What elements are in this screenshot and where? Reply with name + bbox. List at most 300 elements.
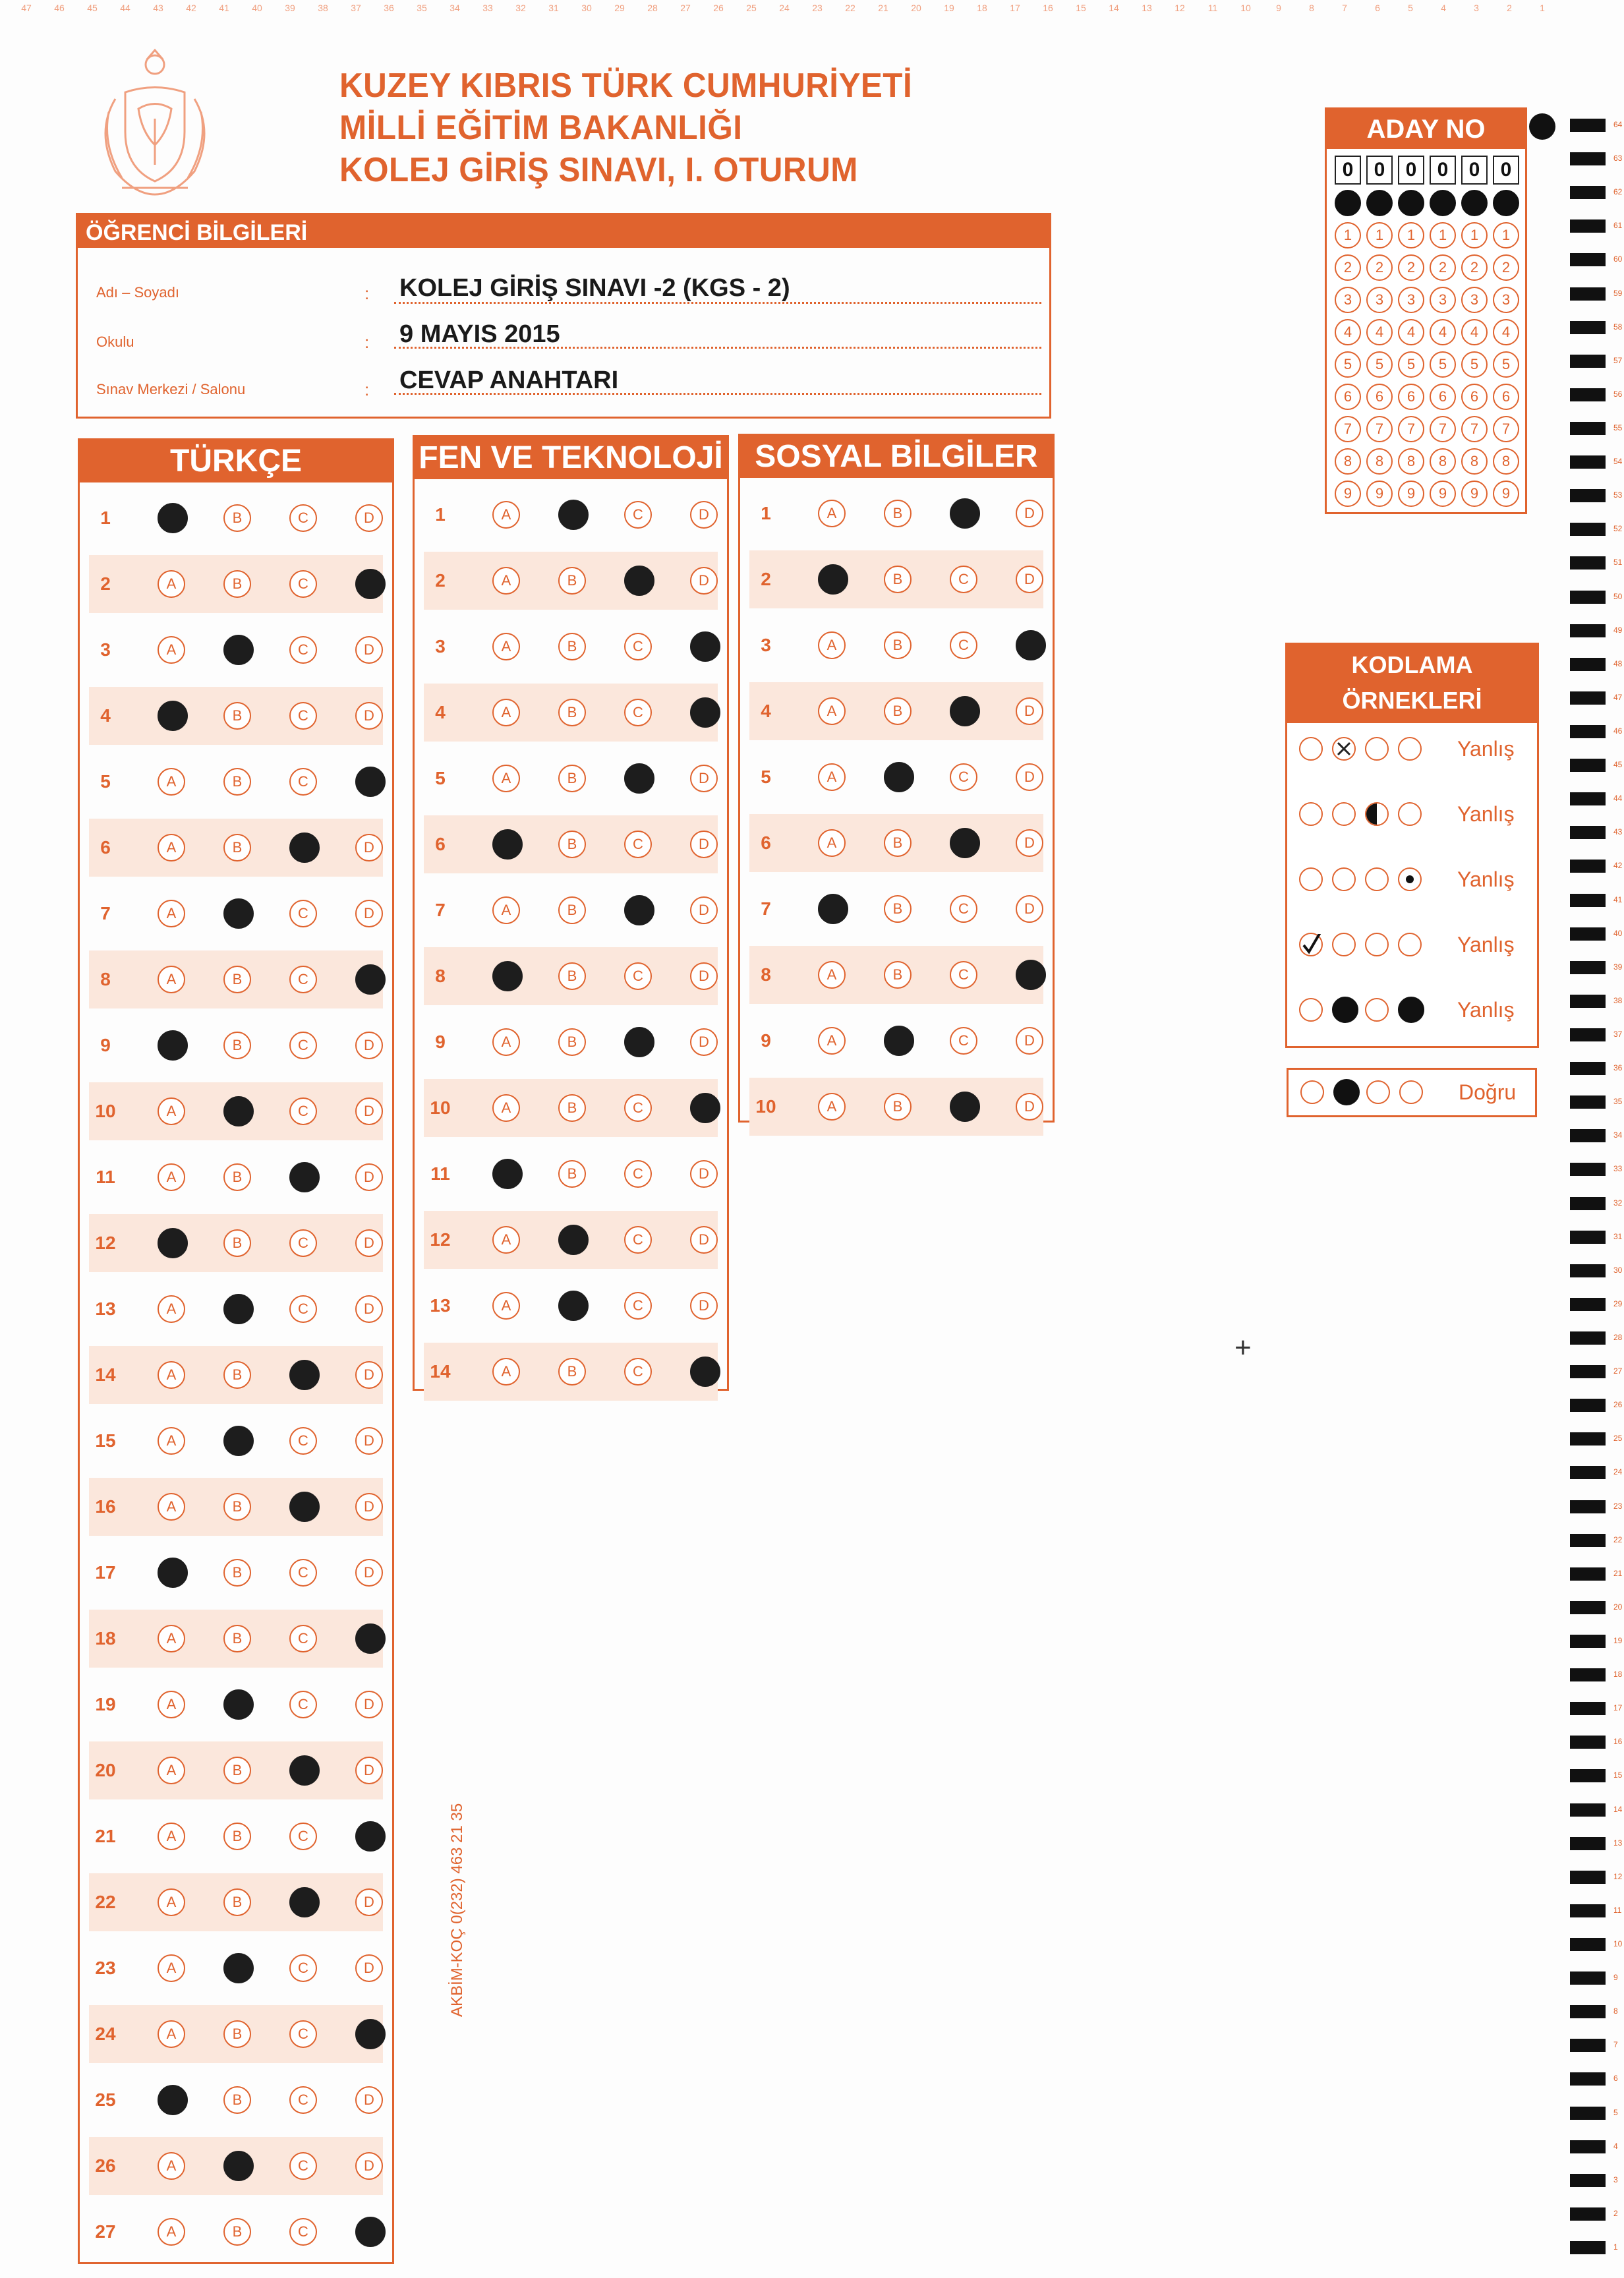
answer-bubble-c[interactable] (289, 1492, 320, 1522)
answer-bubble-d[interactable]: D (1016, 697, 1043, 725)
answer-bubble-a[interactable]: A (492, 501, 520, 529)
candidate-digit-bubble[interactable]: 9 (1493, 481, 1519, 507)
answer-bubble-d[interactable]: D (355, 1691, 383, 1718)
question-number: 7 (435, 900, 446, 920)
answer-bubble-a[interactable]: A (158, 1361, 185, 1389)
answer-bubble-c[interactable] (624, 895, 654, 925)
candidate-digit-bubble[interactable]: 7 (1335, 416, 1361, 442)
answer-bubble-b[interactable]: B (558, 896, 586, 924)
candidate-digit-bubble[interactable]: 6 (1398, 384, 1424, 410)
candidate-digit-bubble[interactable]: 9 (1335, 481, 1361, 507)
answer-bubble-c[interactable] (289, 1887, 320, 1917)
answer-bubble-c[interactable]: C (289, 2020, 317, 2048)
timing-mark (1570, 658, 1606, 671)
answer-bubble-a[interactable]: A (158, 1427, 185, 1455)
answer-row (740, 481, 1053, 546)
answer-bubble-a[interactable] (818, 894, 848, 924)
answer-bubble-a[interactable]: A (818, 500, 846, 527)
answer-bubble-c[interactable] (289, 1360, 320, 1390)
answer-bubble-a[interactable]: A (158, 1163, 185, 1191)
answer-bubble-b[interactable] (223, 1294, 254, 1324)
candidate-digit-bubble[interactable]: 7 (1493, 416, 1519, 442)
candidate-digit-bubble[interactable]: 1 (1493, 222, 1519, 248)
answer-bubble-d[interactable]: D (690, 1160, 718, 1188)
answer-bubble-c[interactable]: C (624, 633, 652, 660)
candidate-digit-bubble[interactable]: 1 (1430, 222, 1456, 248)
answer-bubble-a[interactable]: A (818, 697, 846, 725)
ruler-tick: 37 (351, 3, 361, 13)
candidate-digit-bubble[interactable]: 6 (1493, 384, 1519, 410)
answer-bubble-c[interactable]: C (624, 501, 652, 529)
answer-bubble-c[interactable]: C (289, 2218, 317, 2246)
answer-bubble-d[interactable]: D (355, 1032, 383, 1059)
candidate-digit-box[interactable]: 0 (1461, 156, 1488, 185)
answer-bubble-a[interactable]: A (492, 699, 520, 726)
answer-row (740, 744, 1053, 810)
answer-bubble-a[interactable]: A (158, 636, 185, 664)
candidate-digit-box[interactable]: 0 (1366, 156, 1393, 185)
answer-bubble-d[interactable]: D (690, 1028, 718, 1056)
candidate-digit-bubble[interactable]: 5 (1398, 351, 1424, 378)
answer-bubble-a[interactable] (158, 1030, 188, 1061)
answer-bubble-d[interactable] (690, 1357, 720, 1387)
answer-bubble-d[interactable]: D (690, 765, 718, 792)
answer-bubble-c[interactable]: C (624, 1226, 652, 1254)
candidate-digit-box[interactable]: 0 (1398, 156, 1424, 185)
answer-bubble-b[interactable]: B (223, 834, 251, 862)
answer-bubble-a[interactable] (158, 2085, 188, 2115)
candidate-digit-bubble[interactable]: 7 (1430, 416, 1456, 442)
answer-bubble-c[interactable]: C (289, 636, 317, 664)
answer-bubble-d[interactable]: D (355, 2086, 383, 2114)
answer-bubble-b[interactable]: B (558, 1094, 586, 1122)
answer-bubble-d[interactable]: D (1016, 1093, 1043, 1121)
answer-bubble-d[interactable]: D (355, 1888, 383, 1916)
answer-bubble-d[interactable]: D (355, 1757, 383, 1784)
candidate-digit-box[interactable]: 0 (1493, 156, 1519, 185)
candidate-digit-bubble[interactable]: 6 (1461, 384, 1488, 410)
candidate-digit-bubble[interactable]: 8 (1366, 448, 1393, 475)
answer-bubble-d[interactable] (355, 2217, 386, 2247)
answer-bubble-b[interactable] (558, 1225, 589, 1255)
answer-bubble-a[interactable] (158, 701, 188, 731)
answer-bubble-b[interactable]: B (223, 1823, 251, 1850)
answer-bubble-d[interactable]: D (1016, 895, 1043, 923)
answer-bubble-a[interactable]: A (158, 1888, 185, 1916)
answer-bubble-c[interactable]: C (289, 570, 317, 598)
candidate-digit-bubble[interactable]: 3 (1398, 287, 1424, 313)
answer-bubble-d[interactable]: D (355, 1559, 383, 1587)
answer-bubble-a[interactable]: A (158, 2152, 185, 2180)
answer-bubble-c[interactable] (624, 763, 654, 794)
answer-bubble-a[interactable]: A (818, 1027, 846, 1055)
answer-bubble-b[interactable] (884, 762, 914, 792)
coding-bubble (1398, 933, 1422, 956)
answer-bubble-d[interactable] (355, 2019, 386, 2049)
answer-bubble-c[interactable]: C (289, 1691, 317, 1718)
candidate-digit-bubble[interactable]: 2 (1493, 254, 1519, 281)
answer-bubble-d[interactable]: D (690, 1226, 718, 1254)
answer-bubble-b[interactable]: B (558, 633, 586, 660)
candidate-digit-bubble[interactable]: 2 (1366, 254, 1393, 281)
answer-bubble-b[interactable]: B (223, 570, 251, 598)
answer-bubble-d[interactable]: D (355, 900, 383, 927)
candidate-digit-bubble[interactable]: 1 (1461, 222, 1488, 248)
answer-bubble-a[interactable]: A (818, 1093, 846, 1121)
candidate-digit-bubble[interactable]: 8 (1398, 448, 1424, 475)
answer-bubble-d[interactable] (355, 767, 386, 797)
answer-bubble-c[interactable]: C (289, 2152, 317, 2180)
answer-bubble-d[interactable] (355, 1623, 386, 1654)
answer-bubble-d[interactable]: D (1016, 500, 1043, 527)
answer-bubble-b[interactable] (558, 500, 589, 530)
answer-bubble-a[interactable]: A (158, 1954, 185, 1982)
candidate-digit-bubble[interactable]: 9 (1430, 481, 1456, 507)
answer-bubble-b[interactable] (223, 1426, 254, 1456)
answer-bubble-d[interactable]: D (355, 1361, 383, 1389)
answer-bubble-a[interactable]: A (158, 2218, 185, 2246)
answer-bubble-b[interactable]: B (884, 961, 912, 989)
answer-bubble-c[interactable]: C (950, 631, 977, 659)
candidate-digit-bubble[interactable]: 4 (1366, 319, 1393, 345)
candidate-digit-bubble[interactable]: 3 (1430, 287, 1456, 313)
answer-bubble-c[interactable]: C (624, 1358, 652, 1386)
answer-bubble-d[interactable] (690, 1093, 720, 1123)
answer-bubble-b[interactable]: B (223, 768, 251, 796)
answer-bubble-c[interactable] (624, 1027, 654, 1057)
answer-bubble-d[interactable]: D (690, 831, 718, 858)
answer-bubble-c[interactable]: C (289, 1823, 317, 1850)
answer-bubble-d[interactable]: D (355, 1097, 383, 1125)
answer-bubble-a[interactable]: A (158, 900, 185, 927)
coding-bubble (1365, 737, 1389, 761)
answer-bubble-a[interactable] (158, 1558, 188, 1588)
answer-bubble-c[interactable]: C (950, 566, 977, 593)
answer-bubble-c[interactable]: C (624, 962, 652, 990)
candidate-digit-bubble[interactable]: 2 (1335, 254, 1361, 281)
answer-bubble-a[interactable]: A (492, 1226, 520, 1254)
answer-bubble-b[interactable]: B (223, 1163, 251, 1191)
answer-bubble-b[interactable]: B (223, 702, 251, 730)
candidate-digit-bubble[interactable]: 5 (1493, 351, 1519, 378)
answer-bubble-c[interactable]: C (624, 1292, 652, 1320)
candidate-digit-bubble[interactable]: 3 (1335, 287, 1361, 313)
answer-bubble-d[interactable]: D (1016, 566, 1043, 593)
candidate-digit-bubble[interactable]: 6 (1430, 384, 1456, 410)
candidate-digit-bubble[interactable]: 8 (1461, 448, 1488, 475)
answer-bubble-d[interactable]: D (690, 962, 718, 990)
answer-bubble-a[interactable]: A (158, 1625, 185, 1652)
answer-bubble-b[interactable]: B (223, 2020, 251, 2048)
answer-bubble-b[interactable]: B (558, 1160, 586, 1188)
answer-bubble-d[interactable]: D (1016, 1027, 1043, 1055)
answer-bubble-c[interactable] (289, 1755, 320, 1786)
candidate-digit-bubble[interactable]: 8 (1493, 448, 1519, 475)
answer-bubble-b[interactable]: B (223, 1361, 251, 1389)
answer-bubble-d[interactable]: D (690, 567, 718, 595)
answer-row (415, 482, 727, 548)
answer-bubble-b[interactable]: B (558, 567, 586, 595)
candidate-digit-bubble[interactable]: 3 (1461, 287, 1488, 313)
question-number: 15 (95, 1430, 116, 1451)
answer-bubble-c[interactable] (950, 1092, 980, 1122)
answer-bubble-a[interactable]: A (492, 1358, 520, 1386)
answer-row (740, 876, 1053, 942)
answer-bubble-c[interactable]: C (624, 1160, 652, 1188)
candidate-digit-bubble[interactable]: 4 (1335, 319, 1361, 345)
answer-bubble-d[interactable]: D (355, 1493, 383, 1521)
candidate-digit-bubble[interactable]: 5 (1335, 351, 1361, 378)
answer-bubble-a[interactable] (818, 564, 848, 595)
answer-bubble-a[interactable]: A (158, 1823, 185, 1850)
answer-bubble-a[interactable]: A (492, 1028, 520, 1056)
timing-number: 25 (1613, 1434, 1623, 1444)
answer-bubble-d[interactable]: D (355, 504, 383, 532)
answer-bubble-c[interactable]: C (950, 961, 977, 989)
answer-bubble-c[interactable]: C (289, 1032, 317, 1059)
candidate-digit-box[interactable]: 0 (1430, 156, 1456, 185)
timing-number: 35 (1613, 1097, 1623, 1107)
answer-bubble-a[interactable] (492, 1159, 523, 1189)
answer-bubble-b[interactable] (223, 2151, 254, 2181)
answer-bubble-b[interactable]: B (558, 1028, 586, 1056)
answer-bubble-c[interactable]: C (624, 1094, 652, 1122)
answer-bubble-a[interactable] (158, 1228, 188, 1258)
answer-bubble-b[interactable] (558, 1291, 589, 1321)
answer-bubble-b[interactable] (223, 1689, 254, 1720)
candidate-digit-bubble[interactable]: 2 (1430, 254, 1456, 281)
answer-bubble-b[interactable]: B (223, 1032, 251, 1059)
answer-bubble-b[interactable] (223, 1953, 254, 1983)
candidate-digit-bubble[interactable]: 7 (1398, 416, 1424, 442)
answer-bubble-d[interactable] (690, 631, 720, 662)
candidate-digit-bubble[interactable]: 4 (1398, 319, 1424, 345)
answer-bubble-d[interactable]: D (355, 834, 383, 862)
answer-bubble-b[interactable]: B (223, 2086, 251, 2114)
candidate-digit-bubble[interactable]: 4 (1493, 319, 1519, 345)
answer-bubble-a[interactable]: A (158, 1691, 185, 1718)
answer-bubble-c[interactable]: C (289, 504, 317, 532)
answer-bubble-a[interactable]: A (818, 961, 846, 989)
answer-bubble-a[interactable]: A (818, 763, 846, 791)
candidate-digit-bubble[interactable]: 7 (1461, 416, 1488, 442)
answer-bubble-b[interactable]: B (884, 631, 912, 659)
candidate-digit-bubble[interactable] (1366, 190, 1393, 216)
answer-bubble-b[interactable]: B (223, 1229, 251, 1257)
answer-bubble-d[interactable]: D (355, 1427, 383, 1455)
answer-bubble-a[interactable] (492, 829, 523, 860)
candidate-digit-bubble[interactable]: 3 (1493, 287, 1519, 313)
answer-bubble-a[interactable] (492, 961, 523, 991)
answer-bubble-d[interactable]: D (355, 702, 383, 730)
answer-bubble-b[interactable]: B (884, 566, 912, 593)
answer-bubble-c[interactable]: C (950, 1027, 977, 1055)
answer-bubble-c[interactable]: C (289, 1097, 317, 1125)
question-number: 3 (100, 639, 111, 660)
answer-bubble-d[interactable]: D (355, 1229, 383, 1257)
candidate-digit-bubble[interactable]: 9 (1366, 481, 1393, 507)
answer-bubble-a[interactable]: A (492, 633, 520, 660)
answer-bubble-c[interactable]: C (950, 763, 977, 791)
answer-bubble-b[interactable]: B (223, 1757, 251, 1784)
answer-bubble-c[interactable] (289, 1162, 320, 1192)
candidate-digit-bubble[interactable]: 4 (1430, 319, 1456, 345)
answer-bubble-a[interactable]: A (818, 829, 846, 857)
answer-bubble-a[interactable]: A (492, 1094, 520, 1122)
answer-bubble-c[interactable] (289, 832, 320, 863)
answer-bubble-d[interactable] (1016, 960, 1046, 990)
timing-number: 61 (1613, 221, 1623, 231)
answer-bubble-a[interactable]: A (158, 2020, 185, 2048)
answer-bubble-a[interactable]: A (158, 1757, 185, 1784)
answer-bubble-a[interactable]: A (492, 896, 520, 924)
answer-bubble-b[interactable]: B (223, 1493, 251, 1521)
answer-bubble-c[interactable]: C (289, 1229, 317, 1257)
answer-bubble-a[interactable]: A (492, 765, 520, 792)
candidate-digit-bubble[interactable]: 5 (1461, 351, 1488, 378)
answer-bubble-b[interactable]: B (223, 1559, 251, 1587)
answer-bubble-d[interactable]: D (355, 2152, 383, 2180)
answer-bubble-d[interactable] (355, 569, 386, 599)
answer-bubble-d[interactable]: D (355, 1295, 383, 1323)
candidate-digit-bubble[interactable]: 1 (1398, 222, 1424, 248)
answer-row (740, 612, 1053, 678)
info-value[interactable]: 9 MAYIS 2015 (399, 320, 560, 348)
answer-bubble-d[interactable] (355, 964, 386, 995)
answer-bubble-b[interactable]: B (223, 1888, 251, 1916)
candidate-digit-bubble[interactable]: 4 (1461, 319, 1488, 345)
candidate-digit-bubble[interactable]: 1 (1335, 222, 1361, 248)
answer-bubble-b[interactable]: B (884, 697, 912, 725)
answer-bubble-d[interactable] (690, 697, 720, 728)
timing-mark (1570, 455, 1606, 469)
answer-bubble-c[interactable]: C (289, 702, 317, 730)
answer-bubble-c[interactable]: C (289, 900, 317, 927)
timing-number: 12 (1613, 1871, 1623, 1881)
answer-bubble-c[interactable]: C (289, 1295, 317, 1323)
answer-bubble-b[interactable]: B (558, 765, 586, 792)
answer-bubble-d[interactable]: D (355, 636, 383, 664)
answer-bubble-b[interactable] (223, 1096, 254, 1126)
answer-bubble-a[interactable] (158, 503, 188, 533)
answer-bubble-b[interactable]: B (223, 1625, 251, 1652)
coding-bubble (1398, 737, 1422, 761)
candidate-digit-bubble[interactable] (1461, 190, 1488, 216)
coding-bubble (1365, 933, 1389, 956)
answer-bubble-a[interactable]: A (158, 768, 185, 796)
candidate-digit-bubble[interactable]: 5 (1366, 351, 1393, 378)
answer-bubble-c[interactable]: C (289, 1559, 317, 1587)
candidate-digit-bubble[interactable]: 6 (1335, 384, 1361, 410)
answer-bubble-d[interactable]: D (1016, 763, 1043, 791)
candidate-digit-bubble[interactable] (1398, 190, 1424, 216)
answer-bubble-b[interactable]: B (558, 1358, 586, 1386)
candidate-digit-bubble[interactable]: 2 (1461, 254, 1488, 281)
ruler-tick: 27 (680, 3, 691, 13)
answer-bubble-c[interactable]: C (289, 1625, 317, 1652)
answer-bubble-c[interactable] (950, 498, 980, 529)
candidate-digit-bubble[interactable]: 5 (1430, 351, 1456, 378)
answer-bubble-d[interactable]: D (690, 1292, 718, 1320)
answer-bubble-c[interactable]: C (289, 966, 317, 993)
candidate-digit-bubble[interactable]: 3 (1366, 287, 1393, 313)
candidate-digit-bubble[interactable] (1335, 190, 1361, 216)
candidate-digit-bubble[interactable] (1430, 190, 1456, 216)
answer-bubble-c[interactable]: C (289, 768, 317, 796)
question-number: 7 (761, 898, 771, 919)
answer-bubble-c[interactable]: C (289, 2086, 317, 2114)
answer-bubble-a[interactable]: A (158, 1493, 185, 1521)
answer-bubble-c[interactable]: C (289, 1954, 317, 1982)
answer-row (740, 1008, 1053, 1074)
answer-bubble-d[interactable] (1016, 630, 1046, 660)
answer-bubble-b[interactable]: B (884, 895, 912, 923)
answer-bubble-b[interactable] (884, 1026, 914, 1056)
answer-bubble-b[interactable]: B (223, 2218, 251, 2246)
info-value[interactable]: CEVAP ANAHTARI (399, 366, 619, 394)
candidate-digit-bubble[interactable]: 8 (1335, 448, 1361, 475)
answer-bubble-d[interactable]: D (355, 1954, 383, 1982)
answer-bubble-b[interactable] (223, 635, 254, 665)
candidate-digit-bubble[interactable]: 8 (1430, 448, 1456, 475)
answer-bubble-c[interactable]: C (950, 895, 977, 923)
answer-bubble-c[interactable]: C (289, 1427, 317, 1455)
candidate-digit-bubble[interactable]: 2 (1398, 254, 1424, 281)
answer-bubble-a[interactable]: A (818, 631, 846, 659)
candidate-digit-box[interactable]: 0 (1335, 156, 1361, 185)
timing-number: 2 (1613, 2208, 1618, 2218)
answer-bubble-b[interactable]: B (884, 500, 912, 527)
answer-bubble-a[interactable]: A (158, 834, 185, 862)
candidate-digit-bubble[interactable]: 9 (1398, 481, 1424, 507)
answer-bubble-a[interactable]: A (158, 966, 185, 993)
answer-bubble-c[interactable]: C (624, 699, 652, 726)
answer-bubble-d[interactable]: D (690, 501, 718, 529)
answer-bubble-b[interactable]: B (558, 962, 586, 990)
answer-bubble-c[interactable] (624, 566, 654, 596)
candidate-digit-bubble[interactable]: 6 (1366, 384, 1393, 410)
answer-bubble-c[interactable] (950, 828, 980, 858)
answer-bubble-d[interactable] (355, 1821, 386, 1852)
answer-bubble-d[interactable]: D (1016, 829, 1043, 857)
candidate-digit-bubble[interactable]: 1 (1366, 222, 1393, 248)
answer-bubble-b[interactable]: B (223, 504, 251, 532)
answer-bubble-b[interactable]: B (558, 831, 586, 858)
answer-bubble-b[interactable] (223, 898, 254, 929)
timing-number: 60 (1613, 254, 1623, 264)
answer-bubble-b[interactable]: B (223, 966, 251, 993)
candidate-digit-bubble[interactable]: 9 (1461, 481, 1488, 507)
answer-bubble-b[interactable]: B (884, 829, 912, 857)
answer-bubble-d[interactable]: D (690, 896, 718, 924)
timing-number: 21 (1613, 1568, 1623, 1578)
answer-bubble-b[interactable]: B (884, 1093, 912, 1121)
ruler-tick: 8 (1309, 3, 1314, 13)
answer-bubble-c[interactable]: C (624, 831, 652, 858)
answer-bubble-d[interactable]: D (355, 1163, 383, 1191)
answer-bubble-a[interactable]: A (492, 1292, 520, 1320)
answer-bubble-a[interactable]: A (492, 567, 520, 595)
candidate-digit-bubble[interactable] (1493, 190, 1519, 216)
candidate-digit-bubble[interactable]: 7 (1366, 416, 1393, 442)
info-label: Adı – Soyadı (96, 284, 179, 301)
answer-bubble-c[interactable] (950, 696, 980, 726)
answer-bubble-a[interactable]: A (158, 1097, 185, 1125)
answer-bubble-a[interactable]: A (158, 1295, 185, 1323)
answer-bubble-b[interactable]: B (558, 699, 586, 726)
answer-bubble-a[interactable]: A (158, 570, 185, 598)
info-value[interactable]: KOLEJ GİRİŞ SINAVI -2 (KGS - 2) (399, 274, 790, 302)
